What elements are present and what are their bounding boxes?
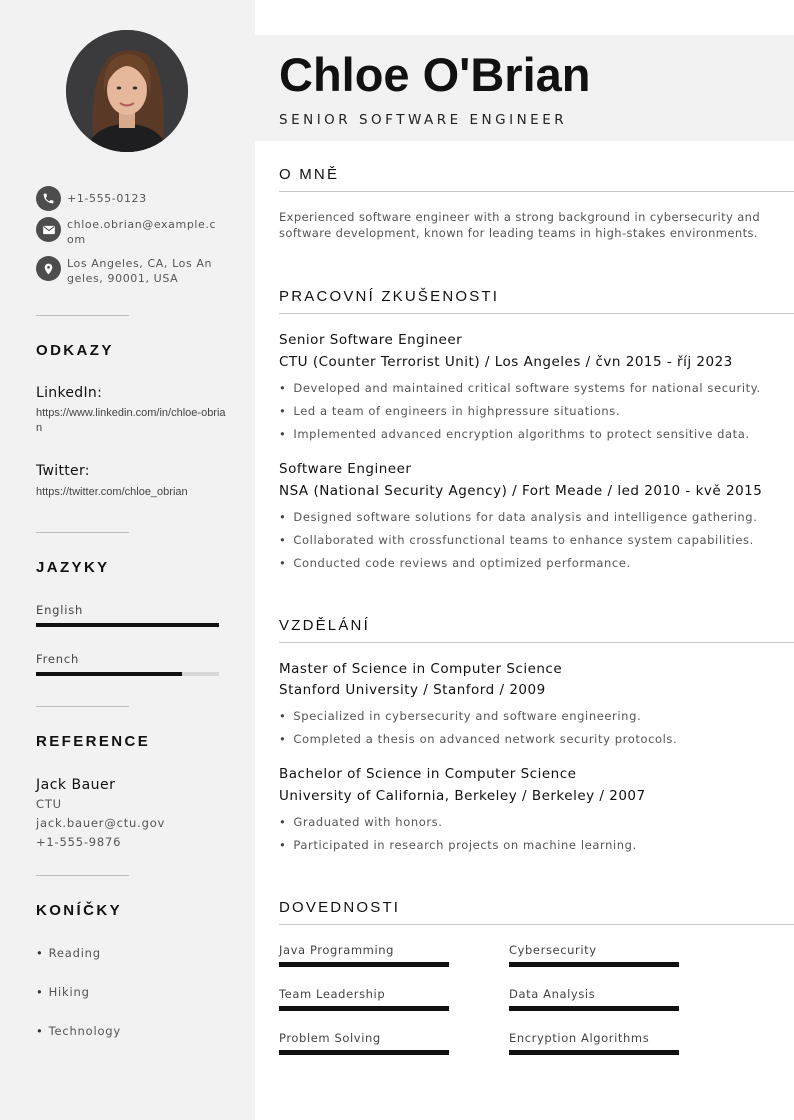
section-divider (279, 924, 794, 925)
job-title: Software Engineer (279, 461, 412, 477)
experience-heading: PRACOVNÍ ZKUŠENOSTI (279, 288, 500, 305)
job-title: Senior Software Engineer (279, 332, 463, 348)
email-text[interactable]: chloe.obrian@example.com (67, 218, 217, 246)
hobby-item: • Reading (36, 946, 101, 960)
skill-item (509, 987, 679, 1011)
job-bullet: • Collaborated with crossfunctional teams to enhance system capabilities. (279, 533, 754, 547)
skill-level-bar (509, 1006, 679, 1011)
skill-name: Java Programming (279, 943, 395, 957)
links-heading: ODKAZY (36, 342, 114, 359)
linkedin-link[interactable]: https://www.linkedin.com/in/chloe-obrian (36, 407, 226, 434)
skills-heading: DOVEDNOSTI (279, 899, 401, 916)
education-bullet: • Completed a thesis on advanced network security protocols. (279, 732, 677, 746)
section-divider (279, 313, 794, 314)
twitter-link[interactable]: https://twitter.com/chloe_obrian (36, 486, 188, 498)
reference-name: Jack Bauer (36, 777, 116, 793)
job-bullet: • Led a team of engineers in highpressure situations. (279, 404, 620, 418)
school-info: University of California, Berkeley / Berkeley / 2007 (279, 788, 646, 804)
degree-title: Master of Science in Computer Science (279, 661, 563, 677)
language-level-bar (36, 623, 219, 627)
language-level-fill (36, 672, 182, 676)
reference-email[interactable]: jack.bauer@ctu.gov (36, 816, 166, 830)
reference-phone: +1-555-9876 (36, 835, 122, 849)
hobby-item: • Technology (36, 1024, 121, 1038)
job-bullet: • Implemented advanced encryption algorithms to protect sensitive data. (279, 427, 750, 441)
education-bullet: • Specialized in cybersecurity and software engineering. (279, 709, 641, 723)
skill-name: Encryption Algorithms (509, 1031, 650, 1045)
skill-level-bar (279, 962, 449, 967)
skill-level-bar (279, 1050, 449, 1055)
divider (36, 532, 129, 533)
twitter-label: Twitter: (36, 463, 90, 479)
skill-level-fill (509, 1006, 679, 1011)
reference-company: CTU (36, 797, 62, 811)
main-content (255, 0, 794, 1120)
skill-name: Data Analysis (509, 987, 596, 1001)
skill-item (279, 943, 449, 967)
skill-item (509, 1031, 679, 1055)
skill-level-fill (279, 962, 449, 967)
language-name: English (36, 603, 84, 617)
education-heading: VZDĚLÁNÍ (279, 617, 370, 634)
job-bullet: • Designed software solutions for data analysis and intelligence gathering. (279, 510, 757, 524)
school-info: Stanford University / Stanford / 2009 (279, 682, 546, 698)
reference-heading: REFERENCE (36, 733, 151, 750)
skill-level-fill (279, 1006, 449, 1011)
job-bullet: • Developed and maintained critical software systems for national security. (279, 381, 761, 395)
skill-name: Problem Solving (279, 1031, 381, 1045)
divider (36, 315, 129, 316)
linkedin-label: LinkedIn: (36, 385, 103, 401)
phone-text: +1-555-0123 (67, 192, 147, 205)
skill-name: Cybersecurity (509, 943, 597, 957)
about-heading: O MNĚ (279, 166, 340, 183)
job-bullet: • Conducted code reviews and optimized performance. (279, 556, 631, 570)
avatar (66, 30, 188, 152)
profile-photo (66, 30, 188, 152)
location-pin-icon (36, 256, 61, 281)
skill-level-fill (509, 1050, 679, 1055)
skill-level-fill (509, 962, 679, 967)
header-banner (255, 35, 794, 141)
skill-level-fill (279, 1050, 449, 1055)
phone-icon (36, 186, 61, 211)
divider (36, 706, 129, 707)
section-divider (279, 642, 794, 643)
contact-phone (36, 186, 236, 211)
hobby-item: • Hiking (36, 985, 90, 999)
languages-heading: JAZYKY (36, 559, 110, 576)
skill-level-bar (279, 1006, 449, 1011)
skill-level-bar (509, 1050, 679, 1055)
language-level-bar (36, 672, 219, 676)
language-level-fill (36, 623, 219, 627)
candidate-name: Chloe O'Brian (279, 48, 591, 101)
degree-title: Bachelor of Science in Computer Science (279, 766, 577, 782)
address-text: Los Angeles, CA, Los Angeles, 90001, USA (67, 257, 213, 285)
skill-item (279, 1031, 449, 1055)
education-bullet: • Participated in research projects on machine learning. (279, 838, 637, 852)
section-divider (279, 191, 794, 192)
skill-item (279, 987, 449, 1011)
divider (36, 875, 129, 876)
about-text: Experienced software engineer with a strong background in cybersecurity and software development, known for leading teams in high-stakes environments. (279, 210, 761, 240)
skill-item (509, 943, 679, 967)
skill-level-bar (509, 962, 679, 967)
hobbies-heading: KONÍČKY (36, 902, 122, 919)
sidebar (0, 0, 255, 1120)
job-organization: NSA (National Security Agency) / Fort Meade / led 2010 - kvě 2015 (279, 483, 763, 499)
contact-email (36, 217, 236, 247)
education-bullet: • Graduated with honors. (279, 815, 443, 829)
candidate-title: SENIOR SOFTWARE ENGINEER (279, 112, 568, 128)
contact-address (36, 256, 236, 286)
job-organization: CTU (Counter Terrorist Unit) / Los Angeles / čvn 2015 - říj 2023 (279, 354, 733, 370)
language-name: French (36, 652, 80, 666)
skill-name: Team Leadership (279, 987, 386, 1001)
email-icon (36, 217, 61, 242)
